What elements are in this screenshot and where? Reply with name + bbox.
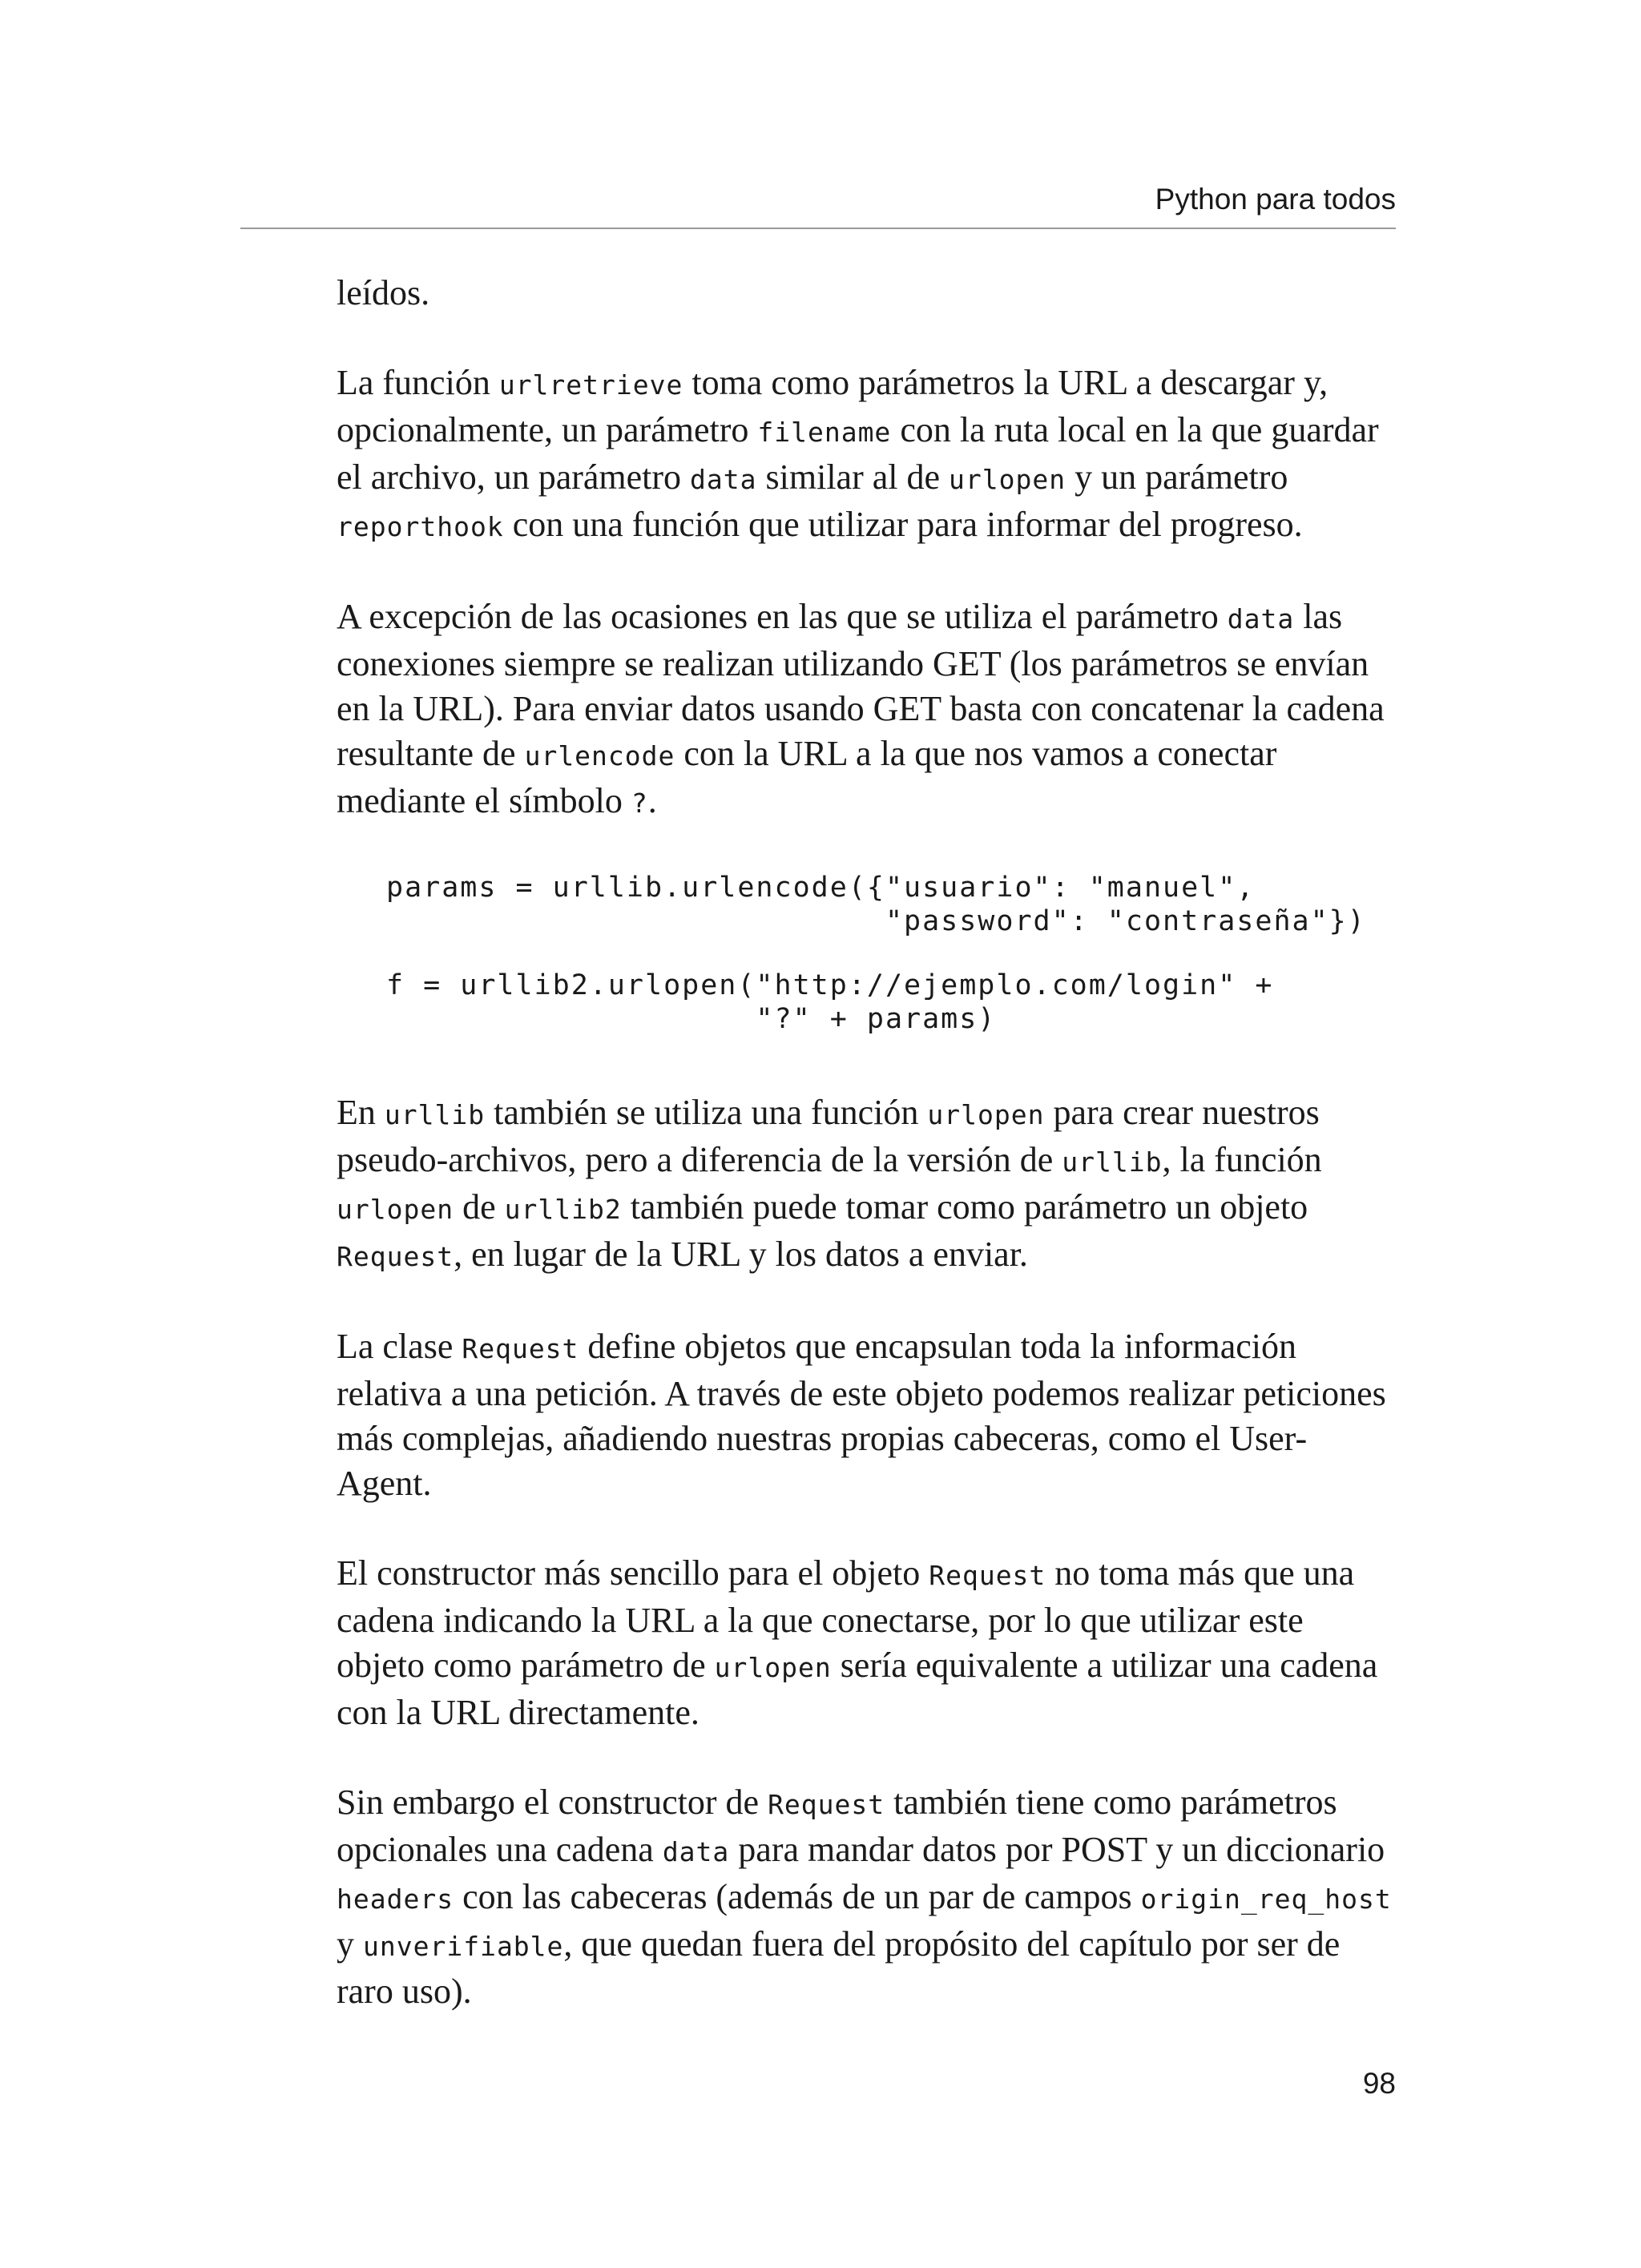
page-number: 98 — [1362, 2067, 1396, 2100]
running-header — [240, 183, 1396, 229]
inline-code: urllib2 — [504, 1194, 622, 1225]
inline-code: Request — [929, 1560, 1046, 1591]
paragraph: Sin embargo el constructor de Request también tiene como parámetros opcionales una cadena data para mandar datos por POST y un diccionario headers con las cabeceras (además de un par de campos origin_req_host y unverifiable, que quedan fuera del propósito del capítulo por ser de raro uso). — [337, 1783, 1392, 2011]
paragraph: El constructor más sencillo para el objeto Request no toma más que una cadena indicando la URL a la que conectarse, por lo que utilizar este objeto como parámetro de urlopen sería equivalente a utilizar una cadena con la URL directamente. — [337, 1553, 1378, 1732]
code-gap — [386, 938, 1398, 969]
inline-code: urllib — [384, 1099, 486, 1130]
inline-code: urlopen — [337, 1194, 454, 1225]
running-header-title: Python para todos — [1155, 183, 1396, 216]
code-line: "password": "contraseña"}) — [386, 905, 1366, 937]
code-block — [386, 871, 1398, 1036]
inline-code: data — [1227, 603, 1295, 634]
inline-code: reporthook — [337, 511, 504, 542]
inline-code: urllib — [1062, 1146, 1163, 1178]
inline-code: unverifiable — [363, 1931, 564, 1962]
paragraph: A excepción de las ocasiones en las que se utiliza el parámetro data las conexiones siempre se realizan utilizando GET (los parámetros se envían en la URL). Para enviar datos usando GET basta con concatenar la cadena resultante de urlencode con la URL a la que nos vamos a conectar mediante el símbolo ?. — [337, 597, 1385, 820]
inline-code: urlopen — [949, 464, 1066, 495]
inline-code: urlopen — [714, 1652, 832, 1683]
paragraph: En urllib también se utiliza una función urlopen para crear nuestros pseudo-archivos, pero a diferencia de la versión de urllib, la función urlopen de urllib2 también puede tomar como parámetro un objeto Request, en lugar de la URL y los datos a enviar. — [337, 1093, 1322, 1274]
inline-code: headers — [337, 1883, 454, 1915]
inline-code: urlopen — [927, 1099, 1045, 1130]
inline-code: origin_req_host — [1140, 1883, 1392, 1915]
inline-code: Request — [462, 1333, 579, 1364]
paragraph: leídos. — [337, 273, 430, 312]
inline-code: filename — [757, 417, 892, 448]
code-line: params = urllib.urlencode({"usuario": "manuel", — [386, 872, 1256, 904]
inline-code: Request — [337, 1241, 454, 1272]
inline-code: Request — [768, 1789, 885, 1820]
paragraph: La función urlretrieve toma como parámetros la URL a descargar y, opcionalmente, un parámetro filename con la ruta local en la que guardar el archivo, un parámetro data similar al de urlopen y un parámetro reporthook con una función que utilizar para informar del progreso. — [337, 363, 1379, 544]
paragraph: La clase Request define objetos que encapsulan toda la información relativa a una petición. A través de este objeto podemos realizar peticiones más complejas, añadiendo nuestras propias cabeceras, como el User-Agent. — [337, 1327, 1386, 1503]
inline-code: ? — [631, 788, 648, 819]
inline-code: urlencode — [524, 740, 675, 771]
code-line: "?" + params) — [386, 1003, 997, 1035]
inline-code: data — [690, 464, 757, 495]
page-body — [337, 271, 1398, 2059]
inline-code: data — [662, 1836, 730, 1867]
code-line: f = urllib2.urlopen("http://ejemplo.com/login" + — [386, 969, 1274, 1001]
inline-code: urlretrieve — [498, 369, 683, 401]
